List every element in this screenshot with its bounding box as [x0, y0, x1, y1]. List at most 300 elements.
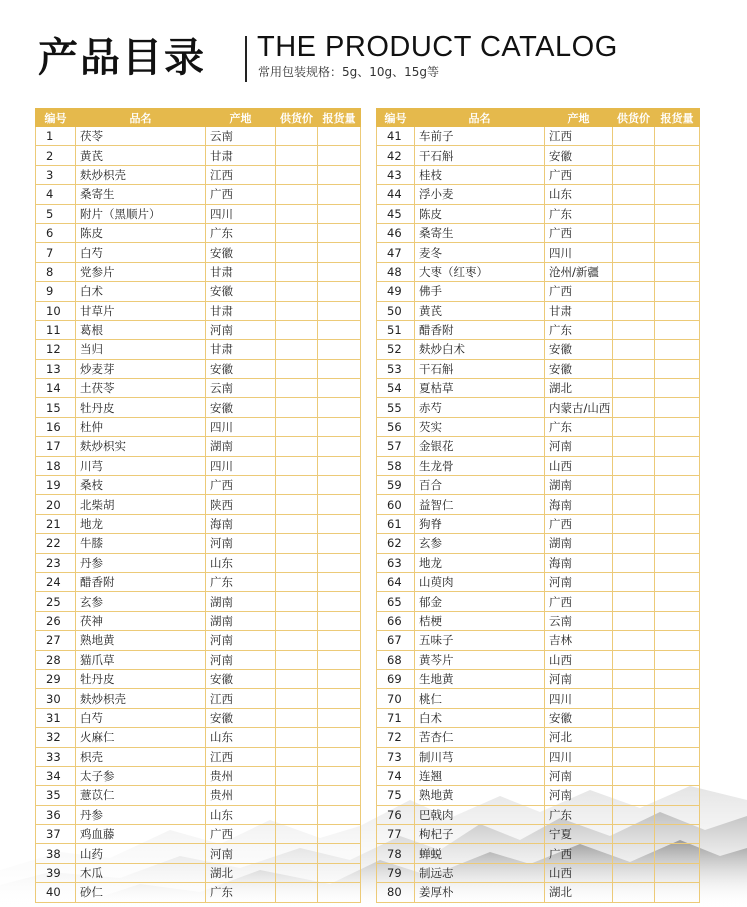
table-row: [377, 650, 700, 669]
table-row: [377, 359, 700, 378]
table-row: [36, 534, 361, 553]
cell-product-name: 麸炒枳壳: [76, 689, 206, 708]
table-header-row: [377, 109, 700, 127]
cell-quantity-input[interactable]: [655, 534, 700, 553]
cell-price-input[interactable]: [276, 262, 318, 281]
cell-price-input[interactable]: [613, 611, 655, 630]
cell-quantity-input[interactable]: [655, 340, 700, 359]
cell-origin: 广东: [545, 204, 613, 223]
cell-origin: 河南: [206, 320, 276, 339]
table-row: [377, 766, 700, 785]
cell-price-input[interactable]: [613, 437, 655, 456]
table-row: [377, 320, 700, 339]
table-body-left: [36, 127, 361, 903]
cell-price-input[interactable]: [613, 786, 655, 805]
table-row: [36, 766, 361, 785]
cell-price-input[interactable]: [276, 417, 318, 436]
cell-quantity-input[interactable]: [318, 592, 361, 611]
cell-price-input[interactable]: [613, 340, 655, 359]
cell-price-input[interactable]: [613, 825, 655, 844]
cell-price-input[interactable]: [276, 282, 318, 301]
cell-quantity-input[interactable]: [655, 262, 700, 281]
cell-product-name: 白术: [415, 708, 545, 727]
cell-quantity-input[interactable]: [318, 514, 361, 533]
table-row: [377, 747, 700, 766]
cell-number: 27: [36, 631, 76, 650]
cell-quantity-input[interactable]: [318, 650, 361, 669]
cell-quantity-input[interactable]: [318, 204, 361, 223]
cell-quantity-input[interactable]: [318, 437, 361, 456]
cell-number: 2: [36, 146, 76, 165]
cell-product-name: 茯苓: [76, 127, 206, 146]
cell-number: 41: [377, 127, 415, 146]
cell-quantity-input[interactable]: [655, 805, 700, 824]
cell-price-input[interactable]: [276, 534, 318, 553]
cell-price-input[interactable]: [276, 708, 318, 727]
cell-number: 30: [36, 689, 76, 708]
cell-product-name: 桂枝: [415, 165, 545, 184]
cell-quantity-input[interactable]: [655, 883, 700, 902]
cell-origin: 安徽: [545, 359, 613, 378]
cell-number: 39: [36, 863, 76, 882]
cell-price-input[interactable]: [276, 495, 318, 514]
cell-quantity-input[interactable]: [318, 417, 361, 436]
cell-price-input[interactable]: [276, 611, 318, 630]
cell-price-input[interactable]: [276, 553, 318, 572]
cell-product-name: 陈皮: [415, 204, 545, 223]
cell-price-input[interactable]: [276, 379, 318, 398]
cell-origin: 河南: [545, 786, 613, 805]
cell-product-name: 桃仁: [415, 689, 545, 708]
cell-quantity-input[interactable]: [655, 379, 700, 398]
cell-origin: 四川: [545, 243, 613, 262]
table-row: [377, 825, 700, 844]
cell-price-input[interactable]: [613, 631, 655, 650]
cell-price-input[interactable]: [276, 747, 318, 766]
table-row: [36, 863, 361, 882]
cell-product-name: 附片（黑顺片）: [76, 204, 206, 223]
cell-quantity-input[interactable]: [318, 185, 361, 204]
cell-price-input[interactable]: [276, 728, 318, 747]
cell-quantity-input[interactable]: [655, 669, 700, 688]
cell-quantity-input[interactable]: [655, 611, 700, 630]
cell-price-input[interactable]: [276, 476, 318, 495]
table-row: [36, 747, 361, 766]
cell-product-name: 大枣（红枣）: [415, 262, 545, 281]
cell-price-input[interactable]: [613, 379, 655, 398]
table-row: [36, 359, 361, 378]
cell-number: 11: [36, 320, 76, 339]
cell-quantity-input[interactable]: [655, 282, 700, 301]
cell-quantity-input[interactable]: [655, 708, 700, 727]
cell-price-input[interactable]: [276, 863, 318, 882]
cell-price-input[interactable]: [613, 689, 655, 708]
cell-price-input[interactable]: [276, 359, 318, 378]
cell-price-input[interactable]: [276, 572, 318, 591]
cell-price-input[interactable]: [276, 204, 318, 223]
cell-price-input[interactable]: [613, 243, 655, 262]
cell-origin: 山东: [206, 728, 276, 747]
cell-quantity-input[interactable]: [655, 320, 700, 339]
cell-origin: 贵州: [206, 786, 276, 805]
cell-price-input[interactable]: [613, 650, 655, 669]
cell-quantity-input[interactable]: [655, 165, 700, 184]
cell-price-input[interactable]: [613, 146, 655, 165]
table-row: [36, 825, 361, 844]
cell-number: 29: [36, 669, 76, 688]
cell-price-input[interactable]: [613, 805, 655, 824]
cell-price-input[interactable]: [613, 883, 655, 902]
cell-price-input[interactable]: [613, 359, 655, 378]
cell-product-name: 白术: [76, 282, 206, 301]
col-header-origin: 产地: [206, 109, 276, 127]
table-row: [36, 204, 361, 223]
cell-origin: 河南: [545, 437, 613, 456]
cell-number: 69: [377, 669, 415, 688]
cell-quantity-input[interactable]: [318, 747, 361, 766]
cell-product-name: 党参片: [76, 262, 206, 281]
cell-price-input[interactable]: [613, 534, 655, 553]
cell-quantity-input[interactable]: [655, 689, 700, 708]
cell-price-input[interactable]: [613, 747, 655, 766]
cell-quantity-input[interactable]: [318, 669, 361, 688]
col-header-quantity: 报货量: [655, 109, 700, 127]
col-header-number: 编号: [36, 109, 76, 127]
cell-price-input[interactable]: [276, 340, 318, 359]
cell-price-input[interactable]: [613, 766, 655, 785]
cell-origin: 广西: [206, 476, 276, 495]
cell-quantity-input[interactable]: [318, 708, 361, 727]
cell-quantity-input[interactable]: [318, 320, 361, 339]
cell-quantity-input[interactable]: [655, 766, 700, 785]
table-row: [36, 262, 361, 281]
cell-product-name: 桑枝: [76, 476, 206, 495]
cell-origin: 甘肃: [206, 146, 276, 165]
cell-quantity-input[interactable]: [655, 223, 700, 242]
cell-product-name: 北柴胡: [76, 495, 206, 514]
table-row: [36, 456, 361, 475]
table-row: [377, 437, 700, 456]
cell-price-input[interactable]: [613, 320, 655, 339]
table-row: [377, 127, 700, 146]
cell-price-input[interactable]: [613, 456, 655, 475]
cell-quantity-input[interactable]: [655, 301, 700, 320]
cell-quantity-input[interactable]: [318, 805, 361, 824]
table-row: [36, 320, 361, 339]
cell-price-input[interactable]: [613, 223, 655, 242]
cell-quantity-input[interactable]: [318, 476, 361, 495]
cell-price-input[interactable]: [276, 185, 318, 204]
cell-number: 25: [36, 592, 76, 611]
cell-product-name: 木瓜: [76, 863, 206, 882]
cell-number: 75: [377, 786, 415, 805]
cell-origin: 甘肃: [206, 301, 276, 320]
cell-quantity-input[interactable]: [318, 786, 361, 805]
cell-price-input[interactable]: [613, 204, 655, 223]
cell-price-input[interactable]: [276, 786, 318, 805]
cell-origin: 湖北: [206, 863, 276, 882]
cell-quantity-input[interactable]: [655, 650, 700, 669]
cell-quantity-input[interactable]: [318, 146, 361, 165]
cell-product-name: 陈皮: [76, 223, 206, 242]
cell-product-name: 百合: [415, 476, 545, 495]
cell-origin: 宁夏: [545, 825, 613, 844]
table-row: [377, 689, 700, 708]
cell-price-input[interactable]: [276, 844, 318, 863]
cell-quantity-input[interactable]: [318, 359, 361, 378]
title-divider: [245, 36, 247, 82]
cell-quantity-input[interactable]: [655, 825, 700, 844]
cell-quantity-input[interactable]: [655, 456, 700, 475]
cell-product-name: 狗脊: [415, 514, 545, 533]
table-row: [377, 534, 700, 553]
cell-number: 1: [36, 127, 76, 146]
cell-price-input[interactable]: [276, 437, 318, 456]
cell-quantity-input[interactable]: [318, 127, 361, 146]
table-row: [36, 379, 361, 398]
cell-product-name: 姜厚朴: [415, 883, 545, 902]
cell-product-name: 芡实: [415, 417, 545, 436]
cell-quantity-input[interactable]: [318, 495, 361, 514]
table-row: [36, 689, 361, 708]
table-row: [377, 223, 700, 242]
cell-quantity-input[interactable]: [655, 437, 700, 456]
table-row: [36, 398, 361, 417]
cell-price-input[interactable]: [613, 262, 655, 281]
cell-quantity-input[interactable]: [318, 398, 361, 417]
cell-origin: 四川: [206, 417, 276, 436]
cell-product-name: 五味子: [415, 631, 545, 650]
cell-quantity-input[interactable]: [655, 553, 700, 572]
cell-quantity-input[interactable]: [318, 165, 361, 184]
cell-product-name: 薏苡仁: [76, 786, 206, 805]
cell-price-input[interactable]: [613, 165, 655, 184]
cell-number: 24: [36, 572, 76, 591]
cell-quantity-input[interactable]: [655, 359, 700, 378]
cell-quantity-input[interactable]: [655, 185, 700, 204]
cell-number: 35: [36, 786, 76, 805]
cell-price-input[interactable]: [613, 592, 655, 611]
cell-quantity-input[interactable]: [318, 243, 361, 262]
cell-price-input[interactable]: [276, 805, 318, 824]
cell-quantity-input[interactable]: [655, 476, 700, 495]
cell-product-name: 郁金: [415, 592, 545, 611]
cell-product-name: 干石斛: [415, 359, 545, 378]
cell-quantity-input[interactable]: [655, 204, 700, 223]
cell-quantity-input[interactable]: [318, 863, 361, 882]
cell-quantity-input[interactable]: [318, 611, 361, 630]
cell-price-input[interactable]: [276, 631, 318, 650]
cell-number: 31: [36, 708, 76, 727]
catalog-header: [0, 0, 747, 100]
cell-price-input[interactable]: [613, 282, 655, 301]
cell-quantity-input[interactable]: [318, 340, 361, 359]
cell-number: 40: [36, 883, 76, 902]
cell-price-input[interactable]: [613, 185, 655, 204]
cell-origin: 安徽: [206, 708, 276, 727]
table-row: [377, 417, 700, 436]
table-row: [377, 165, 700, 184]
cell-price-input[interactable]: [613, 572, 655, 591]
cell-price-input[interactable]: [276, 301, 318, 320]
cell-price-input[interactable]: [276, 243, 318, 262]
cell-product-name: 益智仁: [415, 495, 545, 514]
cell-product-name: 浮小麦: [415, 185, 545, 204]
cell-quantity-input[interactable]: [655, 127, 700, 146]
cell-price-input[interactable]: [276, 456, 318, 475]
cell-quantity-input[interactable]: [318, 534, 361, 553]
cell-product-name: 熟地黄: [415, 786, 545, 805]
table-row: [377, 243, 700, 262]
cell-price-input[interactable]: [276, 669, 318, 688]
cell-price-input[interactable]: [613, 844, 655, 863]
table-row: [36, 476, 361, 495]
cell-quantity-input[interactable]: [318, 282, 361, 301]
cell-price-input[interactable]: [276, 398, 318, 417]
cell-number: 64: [377, 572, 415, 591]
cell-origin: 广西: [206, 185, 276, 204]
cell-product-name: 枳壳: [76, 747, 206, 766]
cell-quantity-input[interactable]: [318, 379, 361, 398]
cell-price-input[interactable]: [613, 417, 655, 436]
cell-quantity-input[interactable]: [318, 844, 361, 863]
cell-price-input[interactable]: [276, 592, 318, 611]
table-row: [36, 301, 361, 320]
cell-price-input[interactable]: [613, 863, 655, 882]
cell-quantity-input[interactable]: [318, 766, 361, 785]
cell-price-input[interactable]: [276, 689, 318, 708]
cell-quantity-input[interactable]: [318, 456, 361, 475]
cell-number: 72: [377, 728, 415, 747]
cell-origin: 山西: [545, 650, 613, 669]
cell-quantity-input[interactable]: [655, 572, 700, 591]
cell-quantity-input[interactable]: [318, 728, 361, 747]
cell-quantity-input[interactable]: [655, 514, 700, 533]
cell-price-input[interactable]: [276, 514, 318, 533]
cell-price-input[interactable]: [613, 553, 655, 572]
catalog-title-en: THE PRODUCT CATALOG: [257, 31, 618, 63]
cell-price-input[interactable]: [276, 766, 318, 785]
cell-price-input[interactable]: [613, 398, 655, 417]
table-row: [377, 301, 700, 320]
table-row: [377, 514, 700, 533]
cell-price-input[interactable]: [276, 320, 318, 339]
cell-product-name: 黄芪: [415, 301, 545, 320]
col-header-price: 供货价: [276, 109, 318, 127]
cell-origin: 广西: [545, 223, 613, 242]
cell-product-name: 黄芩片: [415, 650, 545, 669]
cell-origin: 广西: [545, 514, 613, 533]
cell-price-input[interactable]: [276, 165, 318, 184]
cell-quantity-input[interactable]: [655, 786, 700, 805]
cell-quantity-input[interactable]: [655, 631, 700, 650]
cell-quantity-input[interactable]: [655, 747, 700, 766]
cell-price-input[interactable]: [613, 476, 655, 495]
cell-price-input[interactable]: [276, 127, 318, 146]
cell-number: 51: [377, 320, 415, 339]
cell-origin: 沧州/新疆: [545, 262, 613, 281]
cell-price-input[interactable]: [613, 127, 655, 146]
cell-quantity-input[interactable]: [318, 262, 361, 281]
cell-origin: 广东: [206, 883, 276, 902]
cell-origin: 云南: [206, 127, 276, 146]
cell-origin: 广东: [206, 223, 276, 242]
cell-quantity-input[interactable]: [655, 592, 700, 611]
cell-quantity-input[interactable]: [655, 495, 700, 514]
cell-number: 4: [36, 185, 76, 204]
cell-origin: 广东: [545, 320, 613, 339]
cell-quantity-input[interactable]: [655, 243, 700, 262]
col-header-quantity: 报货量: [318, 109, 361, 127]
cell-origin: 广西: [545, 592, 613, 611]
cell-quantity-input[interactable]: [318, 689, 361, 708]
cell-price-input[interactable]: [276, 650, 318, 669]
table-row: [377, 728, 700, 747]
cell-quantity-input[interactable]: [655, 146, 700, 165]
cell-number: 26: [36, 611, 76, 630]
cell-price-input[interactable]: [276, 146, 318, 165]
table-row: [36, 611, 361, 630]
cell-product-name: 干石斛: [415, 146, 545, 165]
cell-origin: 甘肃: [545, 301, 613, 320]
cell-quantity-input[interactable]: [318, 631, 361, 650]
cell-origin: 江西: [206, 747, 276, 766]
cell-price-input[interactable]: [613, 514, 655, 533]
cell-number: 54: [377, 379, 415, 398]
cell-price-input[interactable]: [276, 883, 318, 902]
cell-origin: 广东: [545, 417, 613, 436]
cell-product-name: 猫爪草: [76, 650, 206, 669]
cell-quantity-input[interactable]: [318, 572, 361, 591]
cell-product-name: 麸炒枳壳: [76, 165, 206, 184]
table-row: [377, 340, 700, 359]
cell-quantity-input[interactable]: [318, 883, 361, 902]
cell-quantity-input[interactable]: [655, 398, 700, 417]
cell-product-name: 甘草片: [76, 301, 206, 320]
cell-product-name: 制川芎: [415, 747, 545, 766]
cell-number: 19: [36, 476, 76, 495]
cell-price-input[interactable]: [276, 223, 318, 242]
cell-price-input[interactable]: [276, 825, 318, 844]
cell-price-input[interactable]: [613, 669, 655, 688]
cell-product-name: 杜仲: [76, 417, 206, 436]
cell-number: 68: [377, 650, 415, 669]
cell-price-input[interactable]: [613, 301, 655, 320]
table-row: [377, 495, 700, 514]
cell-number: 74: [377, 766, 415, 785]
cell-quantity-input[interactable]: [318, 825, 361, 844]
table-row: [36, 805, 361, 824]
cell-origin: 陕西: [206, 495, 276, 514]
cell-quantity-input[interactable]: [655, 417, 700, 436]
cell-price-input[interactable]: [613, 495, 655, 514]
cell-quantity-input[interactable]: [318, 223, 361, 242]
cell-product-name: 赤芍: [415, 398, 545, 417]
cell-product-name: 醋香附: [76, 572, 206, 591]
table-row: [36, 417, 361, 436]
cell-origin: 河北: [545, 728, 613, 747]
cell-quantity-input[interactable]: [655, 863, 700, 882]
cell-price-input[interactable]: [613, 708, 655, 727]
cell-price-input[interactable]: [613, 728, 655, 747]
cell-quantity-input[interactable]: [655, 844, 700, 863]
cell-origin: 安徽: [206, 282, 276, 301]
cell-quantity-input[interactable]: [318, 301, 361, 320]
cell-quantity-input[interactable]: [318, 553, 361, 572]
cell-quantity-input[interactable]: [655, 728, 700, 747]
cell-product-name: 生龙骨: [415, 456, 545, 475]
cell-number: 6: [36, 223, 76, 242]
